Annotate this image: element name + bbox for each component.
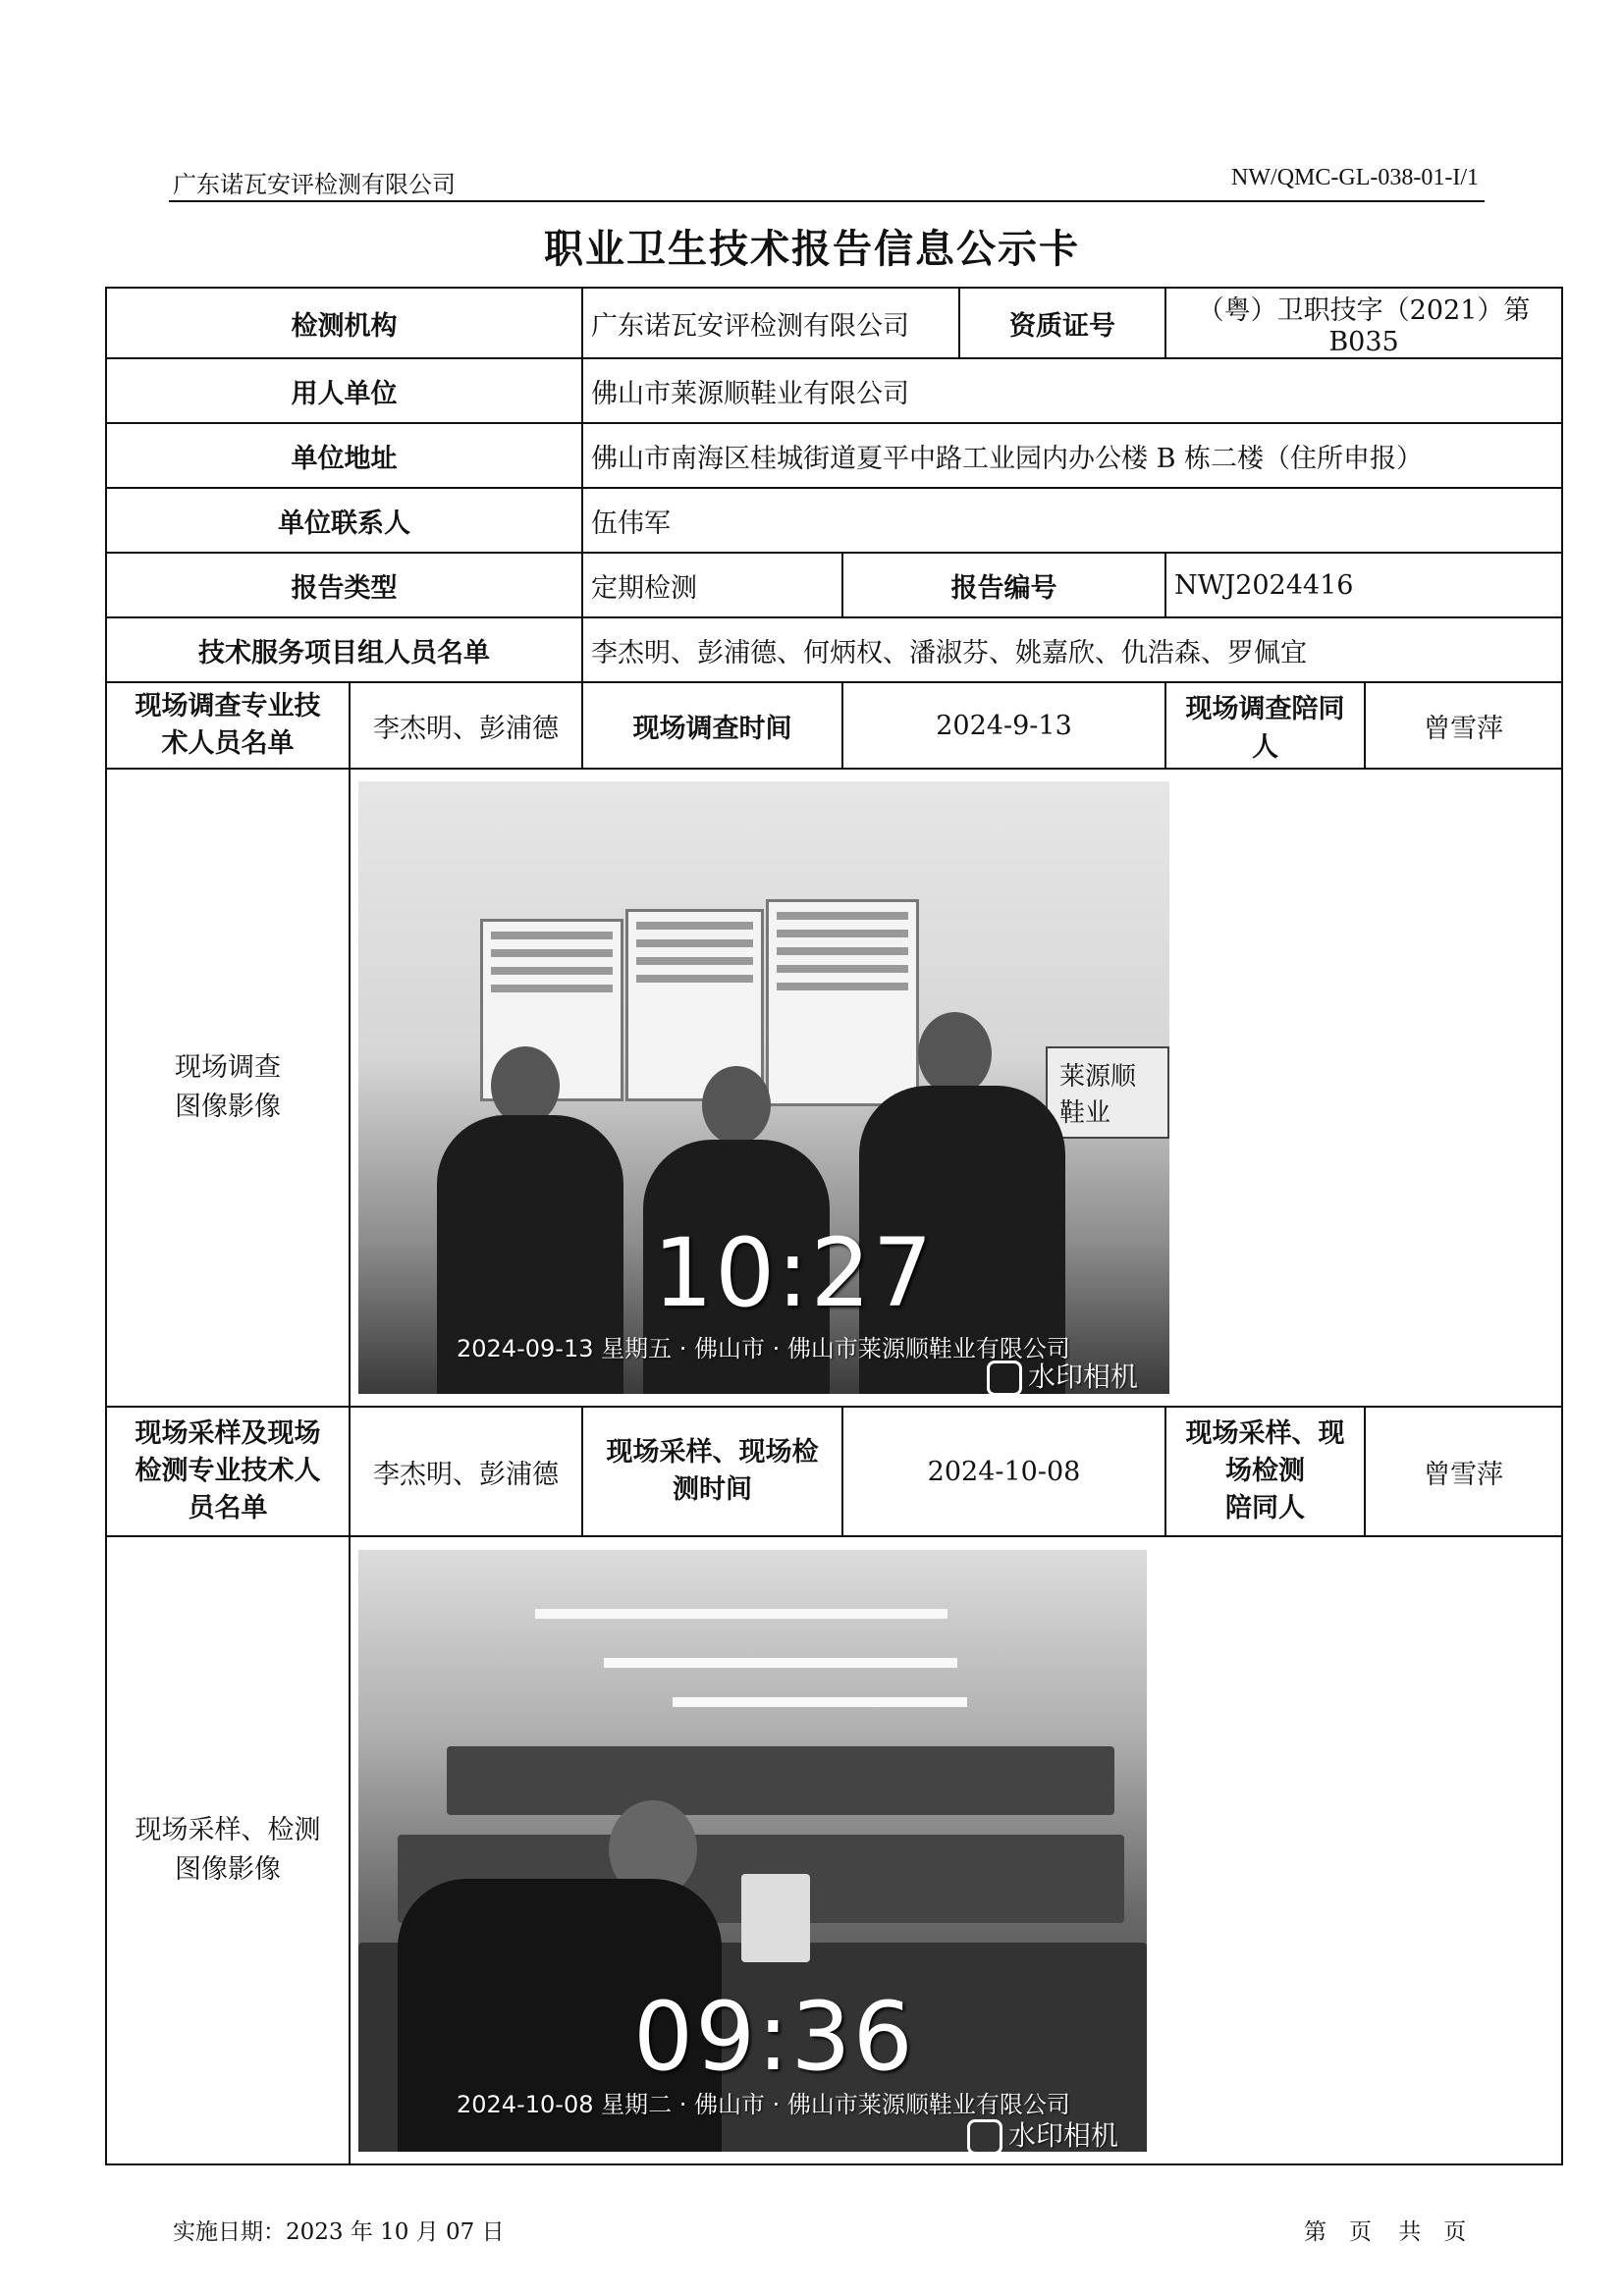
survey-staff-label-line1: 现场调查专业技 bbox=[135, 691, 321, 721]
header-divider bbox=[169, 200, 1485, 202]
person-3-head bbox=[918, 1012, 992, 1095]
survey-staff-label bbox=[106, 682, 350, 769]
info-card-table bbox=[105, 287, 1563, 2165]
sampling-time-label bbox=[582, 1407, 842, 1536]
sampling-watermark-app-label: 水印相机 bbox=[1008, 2118, 1119, 2152]
survey-watermark-app-label: 水印相机 bbox=[1028, 1361, 1139, 1393]
sampling-escort-value: 曾雪萍 bbox=[1365, 1407, 1562, 1536]
qual-value: （粤）卫职技字（2021）第 B035 bbox=[1165, 288, 1562, 358]
row-team bbox=[106, 617, 1562, 682]
page-title: 职业卫生技术报告信息公示卡 bbox=[544, 226, 1080, 272]
sampling-time-label-line2: 测时间 bbox=[673, 1474, 752, 1505]
sampling-photo-cell bbox=[350, 1536, 1562, 2164]
row-survey-staff bbox=[106, 682, 1562, 769]
header-doc-code: NW/QMC-GL-038-01-I/1 bbox=[1231, 165, 1479, 190]
sampling-escort-label-line1: 现场采样、现场检测 bbox=[1185, 1418, 1345, 1486]
row-survey-image bbox=[106, 769, 1562, 1407]
team-label: 技术服务项目组人员名单 bbox=[106, 617, 582, 682]
employer-label: 用人单位 bbox=[106, 358, 582, 423]
survey-staff-label-line2: 术人员名单 bbox=[161, 728, 295, 759]
sampling-time-label-line1: 现场采样、现场检 bbox=[606, 1437, 819, 1468]
type-value: 定期检测 bbox=[582, 553, 842, 617]
camera-app-icon bbox=[987, 1361, 1022, 1394]
sampling-staff-value: 李杰明、彭浦德 bbox=[350, 1407, 582, 1536]
sampling-image-label-line2: 图像影像 bbox=[175, 1854, 281, 1885]
person-1-head bbox=[491, 1046, 560, 1125]
sampling-watermark-info: 2024-10-08 星期二 · 佛山市 · 佛山市莱源顺鞋业有限公司 bbox=[457, 2090, 1070, 2118]
survey-photo bbox=[358, 781, 1169, 1394]
ceiling-lamp-1 bbox=[535, 1609, 947, 1619]
sampling-photo bbox=[358, 1550, 1147, 2152]
camera-app-icon bbox=[967, 2119, 1002, 2152]
footer-date: 实施日期：2023 年 10 月 07 日 bbox=[173, 2219, 505, 2245]
sampling-watermark-time: 09:36 bbox=[633, 1981, 915, 2092]
type-label: 报告类型 bbox=[106, 553, 582, 617]
sampling-escort-label bbox=[1165, 1407, 1365, 1536]
survey-escort-label: 现场调查陪同人 bbox=[1165, 682, 1365, 769]
row-address bbox=[106, 423, 1562, 488]
person-2-head bbox=[702, 1066, 771, 1145]
survey-image-label bbox=[106, 769, 350, 1407]
survey-watermark-app bbox=[987, 1356, 1138, 1394]
employer-value: 佛山市莱源顺鞋业有限公司 bbox=[582, 358, 1562, 423]
row-employer bbox=[106, 358, 1562, 423]
ceiling-lamp-2 bbox=[604, 1658, 957, 1668]
footer-page: 第 页 共 页 bbox=[1304, 2219, 1467, 2245]
sampling-staff-label-line3: 员名单 bbox=[188, 1493, 268, 1523]
survey-image-label-line1: 现场调查 bbox=[175, 1052, 281, 1083]
qual-label: 资质证号 bbox=[959, 288, 1165, 358]
survey-image-label-line2: 图像影像 bbox=[175, 1092, 281, 1122]
survey-escort-value: 曾雪萍 bbox=[1365, 682, 1562, 769]
ceiling-lamp-3 bbox=[673, 1697, 967, 1707]
shop-sign: 莱源顺鞋业 bbox=[1046, 1046, 1169, 1139]
production-line-1 bbox=[447, 1746, 1114, 1815]
address-value: 佛山市南海区桂城街道夏平中路工业园内办公楼 B 栋二楼（住所申报） bbox=[582, 423, 1562, 488]
survey-staff-value: 李杰明、彭浦德 bbox=[350, 682, 582, 769]
address-label: 单位地址 bbox=[106, 423, 582, 488]
contact-value: 伍伟军 bbox=[582, 488, 1562, 553]
sampling-staff-label-line2: 检测专业技术人 bbox=[135, 1456, 321, 1486]
survey-watermark-info: 2024-09-13 星期五 · 佛山市 · 佛山市莱源顺鞋业有限公司 bbox=[457, 1335, 1070, 1362]
survey-time-value: 2024-9-13 bbox=[842, 682, 1165, 769]
survey-time-label: 现场调查时间 bbox=[582, 682, 842, 769]
row-report-type bbox=[106, 553, 1562, 617]
header-company: 广东诺瓦安评检测有限公司 bbox=[173, 171, 456, 198]
team-value: 李杰明、彭浦德、何炳权、潘淑芬、姚嘉欣、仇浩森、罗佩宜 bbox=[582, 617, 1562, 682]
notice-board-3 bbox=[766, 899, 919, 1106]
survey-watermark-time: 10:27 bbox=[653, 1218, 935, 1328]
sampling-device bbox=[741, 1874, 810, 1962]
contact-label: 单位联系人 bbox=[106, 488, 582, 553]
sampling-escort-label-line2: 陪同人 bbox=[1225, 1493, 1305, 1523]
row-sampling-staff bbox=[106, 1407, 1562, 1536]
report-no-value: NWJ2024416 bbox=[1165, 553, 1562, 617]
survey-photo-cell bbox=[350, 769, 1562, 1407]
sampling-staff-label-line1: 现场采样及现场 bbox=[135, 1418, 321, 1449]
row-agency bbox=[106, 288, 1562, 358]
row-contact bbox=[106, 488, 1562, 553]
sampling-watermark-app bbox=[967, 2114, 1118, 2152]
sampling-image-label bbox=[106, 1536, 350, 2164]
report-no-label: 报告编号 bbox=[842, 553, 1165, 617]
sampling-staff-label bbox=[106, 1407, 350, 1536]
agency-label: 检测机构 bbox=[106, 288, 582, 358]
sampling-time-value: 2024-10-08 bbox=[842, 1407, 1165, 1536]
sampling-image-label-line1: 现场采样、检测 bbox=[135, 1815, 321, 1845]
row-sampling-image bbox=[106, 1536, 1562, 2164]
agency-value: 广东诺瓦安评检测有限公司 bbox=[582, 288, 959, 358]
